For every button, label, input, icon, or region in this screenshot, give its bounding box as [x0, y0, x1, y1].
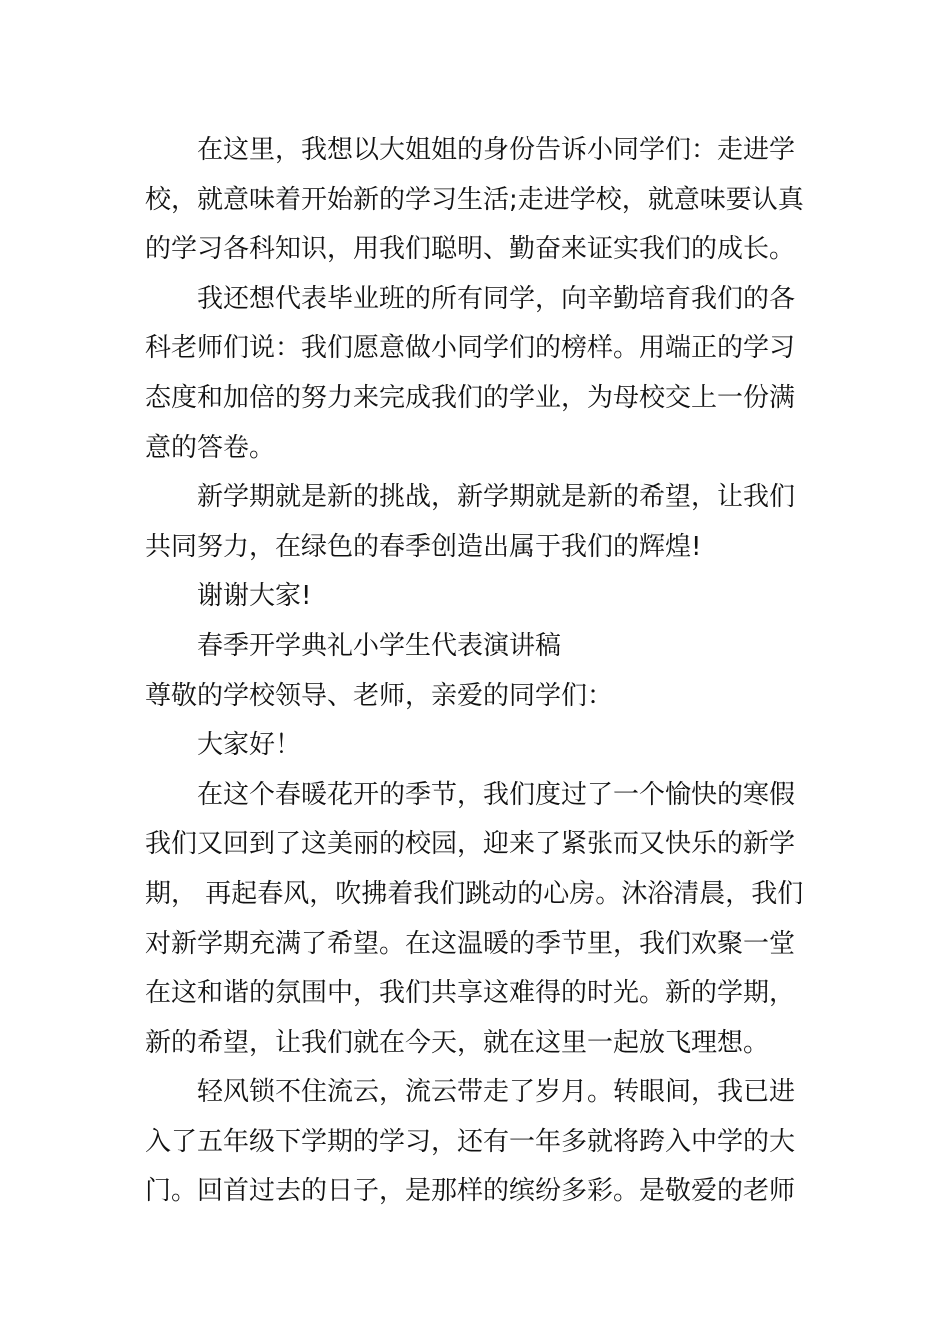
- text-line: 校，就意味着开始新的学习生活;走进学校，就意味要认真: [145, 184, 804, 215]
- text-line: 共同努力，在绿色的春季创造出属于我们的辉煌!: [145, 531, 702, 562]
- text-line: 对新学期充满了希望。在这温暖的季节里，我们欢聚一堂: [145, 928, 796, 959]
- text-line: 期， 再起春风，吹拂着我们跳动的心房。沐浴清晨，我们: [145, 878, 804, 909]
- text-line: 新学期就是新的挑战，新学期就是新的希望，让我们: [197, 482, 796, 513]
- text-line: 在这个春暖花开的季节，我们度过了一个愉快的寒假: [197, 779, 796, 810]
- text-line: 科老师们说：我们愿意做小同学们的榜样。用端正的学习: [145, 333, 796, 364]
- text-line: 谢谢大家!: [197, 581, 312, 612]
- text-line: 在这和谐的氛围中，我们共享这难得的时光。新的学期，: [145, 978, 796, 1009]
- text-line: 门。回首过去的日子，是那样的缤纷多彩。是敬爱的老师: [145, 1176, 796, 1207]
- text-line: 意的答卷。: [145, 432, 276, 463]
- text-line: 轻风锁不住流云，流云带走了岁月。转眼间，我已进: [197, 1077, 796, 1108]
- text-line: 入了五年级下学期的学习，还有一年多就将跨入中学的大: [145, 1126, 796, 1157]
- text-line: 新的希望，让我们就在今天，就在这里一起放飞理想。: [145, 1027, 770, 1058]
- section-title: 春季开学典礼小学生代表演讲稿: [197, 630, 562, 661]
- text-line: 我们又回到了这美丽的校园，迎来了紧张而又快乐的新学: [145, 829, 796, 860]
- text-line: 的学习各科知识，用我们聪明、勤奋来证实我们的成长。: [145, 234, 796, 265]
- text-line: 态度和加倍的努力来完成我们的学业，为母校交上一份满: [145, 382, 796, 413]
- salutation: 尊敬的学校领导、老师，亲爱的同学们：: [145, 680, 614, 711]
- greeting: 大家好！: [197, 730, 302, 761]
- text-line: 我还想代表毕业班的所有同学，向辛勤培育我们的各: [197, 283, 796, 314]
- body-text: [145, 126, 809, 1217]
- text-line: 在这里，我想以大姐姐的身份告诉小同学们：走进学: [197, 135, 796, 165]
